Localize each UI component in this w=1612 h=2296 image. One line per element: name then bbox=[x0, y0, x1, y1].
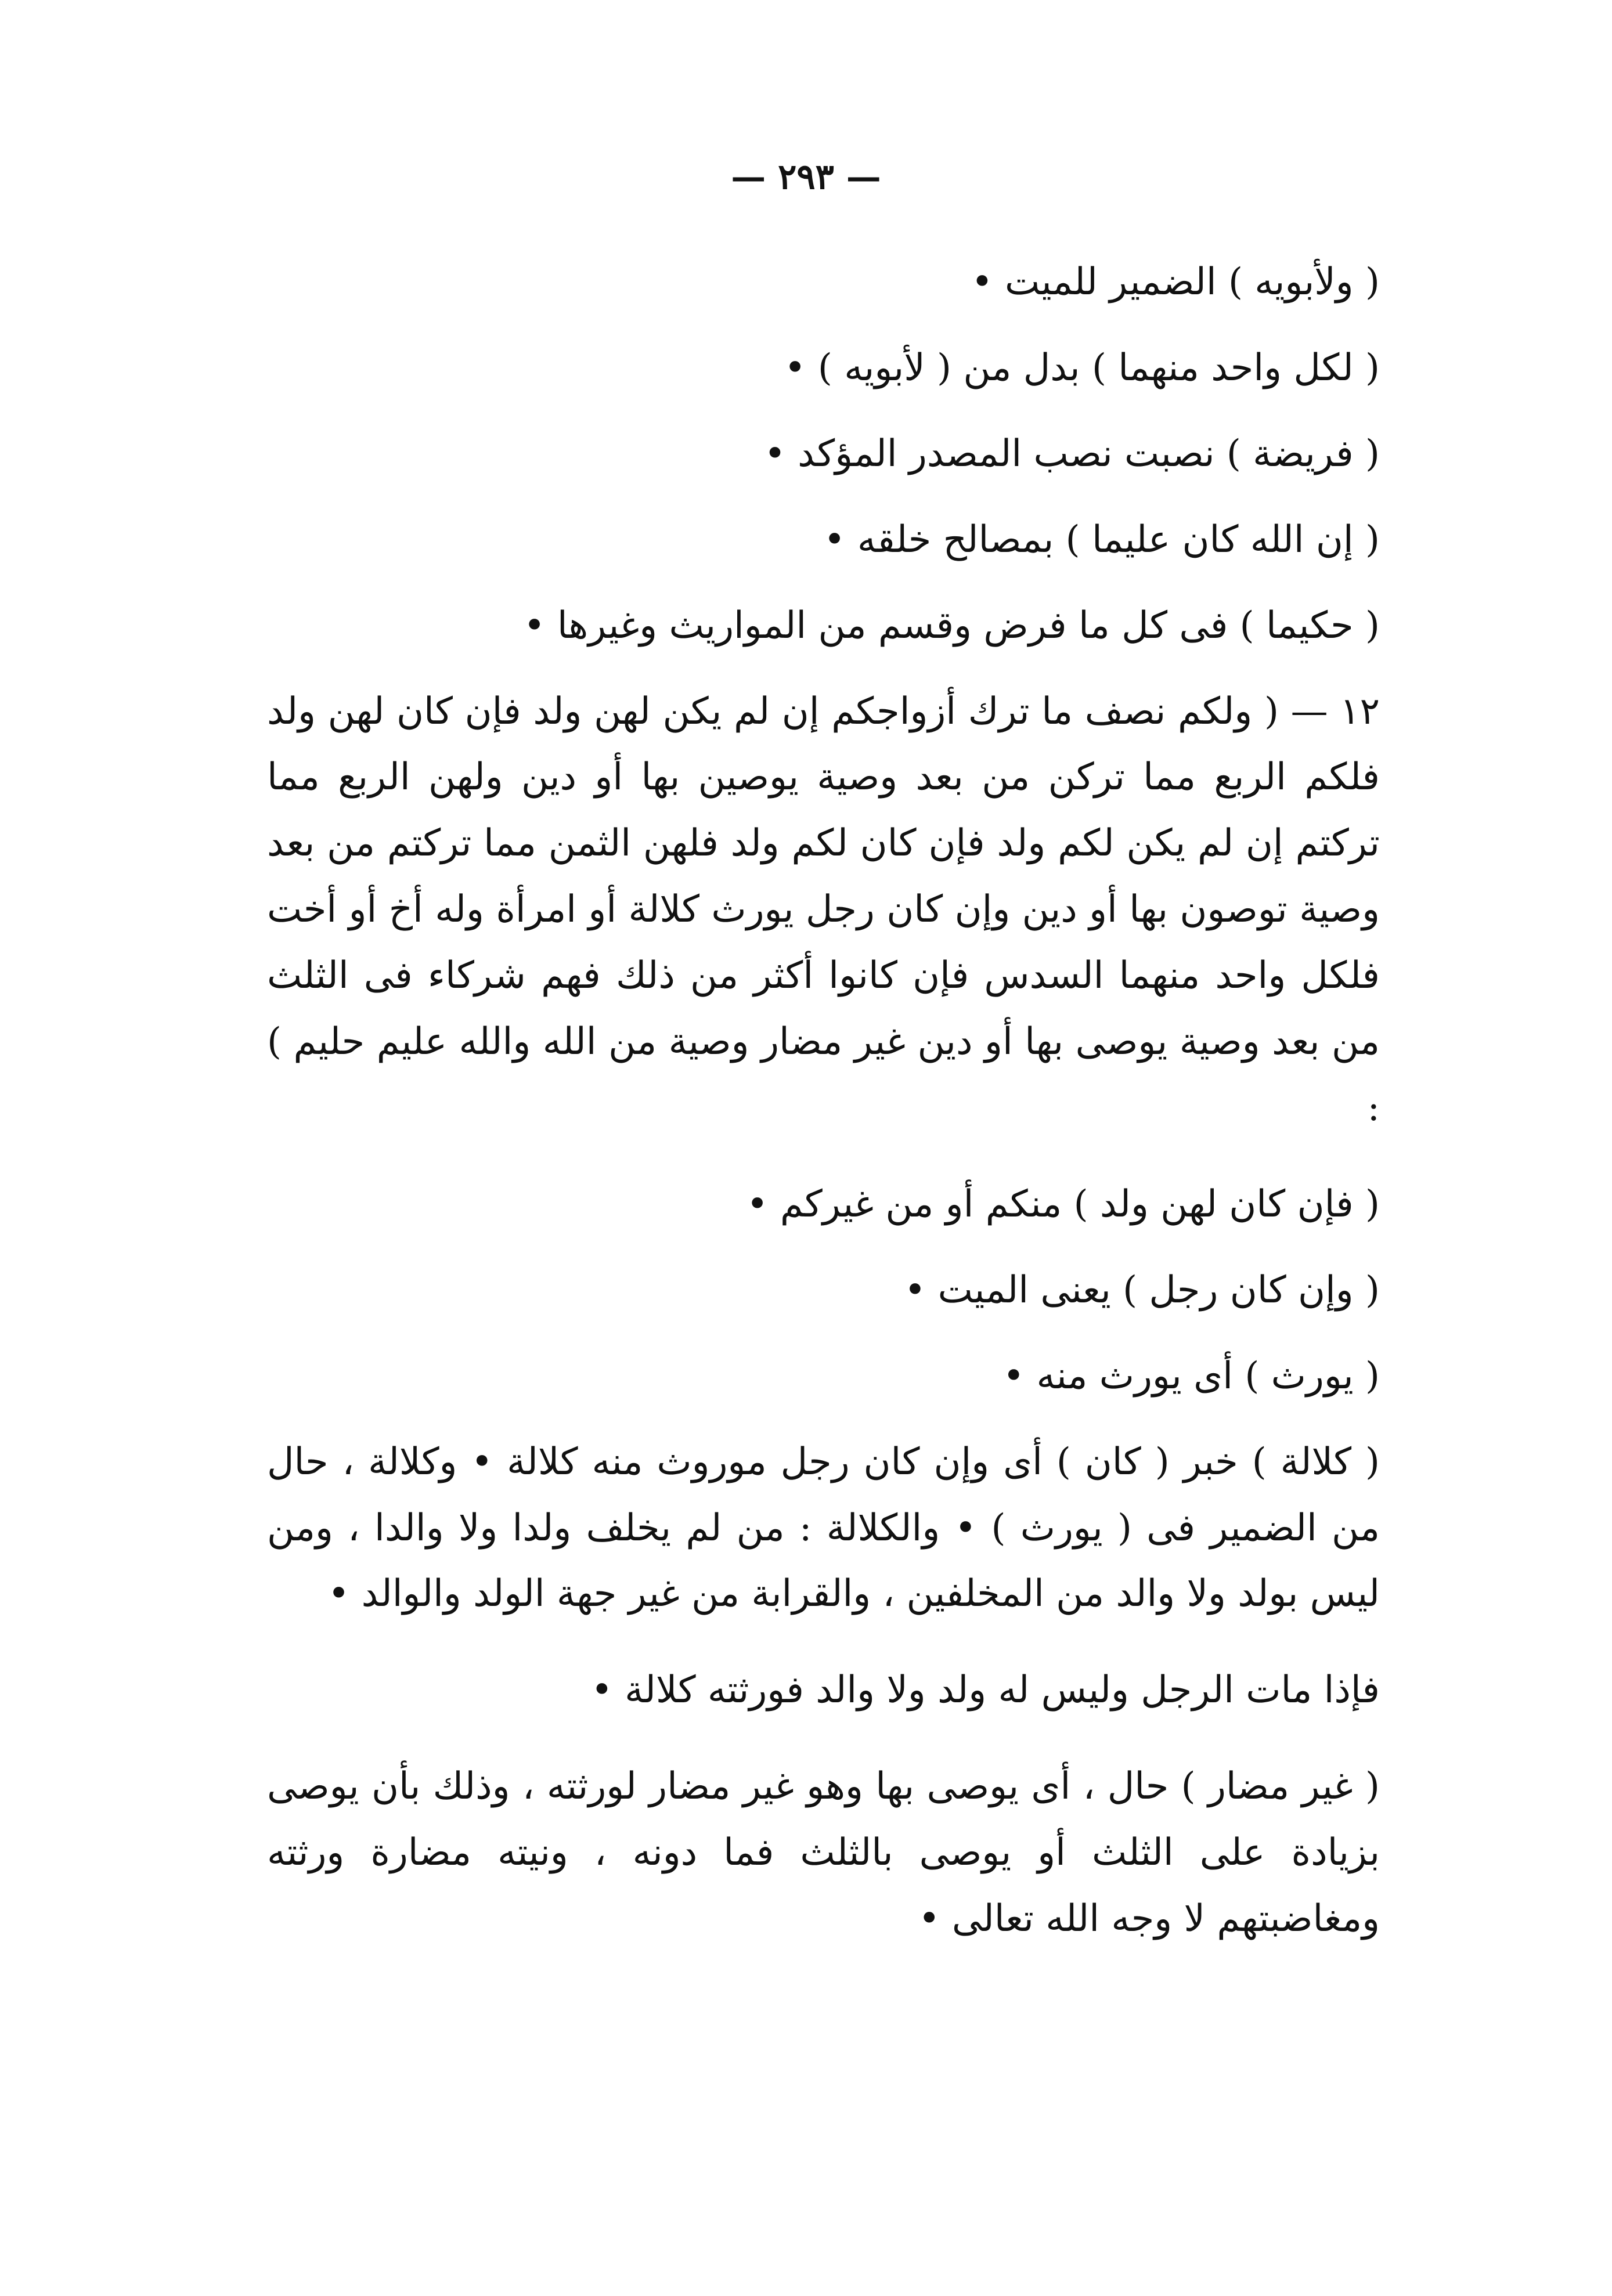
verse-paragraph: ١٢ — ( ولكم نصف ما ترك أزواجكم إن لم يكن لهن ولد فإن كان لهن ولد فلكم الربع مما تركن من بعد وصية يوصين بها أو دين ولهن الربع مما تركتم إن لم يكن لكم ولد فإن كان لكم ولد فلهن الثمن مما تركتم من بعد وصية توصون بها أو دين وإن كان رجل يورث كلالة أو امرأة وله أخ أو أخت فلكل واحد منهما السدس فإن كانوا أكثر من ذلك فهم شركاء فى الثلث من بعد وصية يوصى بها أو دين غير مضار وصية من الله والله عليم حليم ) : bbox=[267, 689, 1380, 1129]
kalala-paragraph: ( كلالة ) خبر ( كان ) أى وإن كان رجل موروث منه كلالة • وكلالة ، حال من الضمير فى ( يورث ) • والكلالة : من لم يخلف ولدا ولا والدا ، ومن ليس بولد ولا والد من المخلفين ، والقرابة من غير جهة الولد والوالد • bbox=[267, 1440, 1380, 1616]
note-line: ( يورث ) أى يورث منه • bbox=[1002, 1354, 1380, 1398]
note-line: ( لكل واحد منهما ) بدل من ( لأبويه ) • bbox=[784, 346, 1380, 389]
note-line: ( فإن كان لهن ولد ) منكم أو من غيركم • bbox=[746, 1182, 1380, 1226]
page-body bbox=[267, 250, 1380, 1983]
note-line: ( إن الله كان عليما ) بمصالح خلقه • bbox=[823, 518, 1380, 561]
ghayr-mudarr-paragraph: ( غير مضار ) حال ، أى يوصى بها وهو غير مضار لورثته ، وذلك بأن يوصى بزيادة على الثلث أو يوصى بالثلث فما دونه ، ونيته مضارة ورثته ومغاضبتهم لا وجه الله تعالى • bbox=[267, 1765, 1380, 1941]
death-sentence: فإذا مات الرجل وليس له ولد ولا والد فورثته كلالة • bbox=[591, 1669, 1380, 1712]
page-number: — ٢٩٣ — bbox=[731, 157, 881, 197]
note-line: ( وإن كان رجل ) يعنى الميت • bbox=[904, 1268, 1380, 1312]
note-line: ( فريضة ) نصبت نصب المصدر المؤكد • bbox=[764, 432, 1380, 475]
note-line: ( ولأبويه ) الضمير للميت • bbox=[971, 261, 1380, 304]
note-line: ( حكيما ) فى كل ما فرض وقسم من المواريث وغيرها • bbox=[523, 604, 1380, 647]
